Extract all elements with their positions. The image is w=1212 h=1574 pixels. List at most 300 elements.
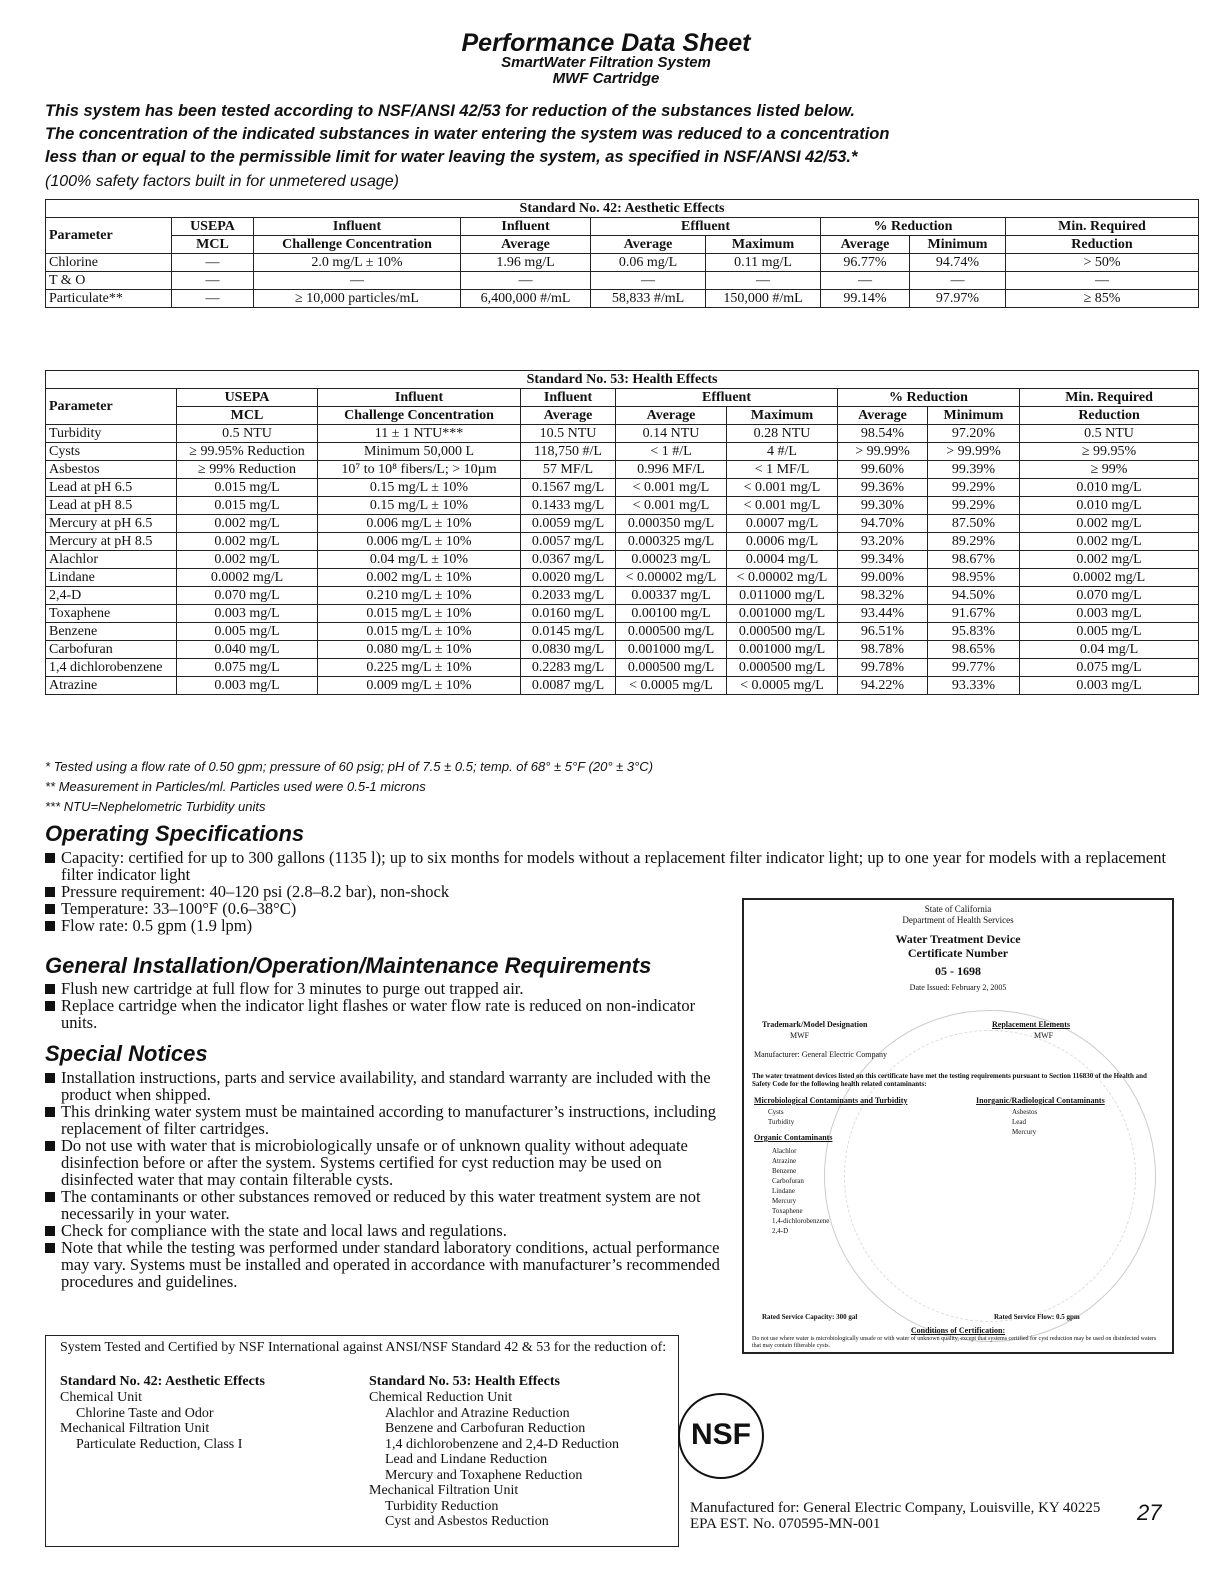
special-notice-item: The contaminants or other substances removed or reduced by this water treatment system are not necessarily in your water. <box>45 1188 735 1222</box>
value-cell: — <box>461 272 591 290</box>
special-notices-heading: Special Notices <box>45 1041 208 1066</box>
value-cell: 91.67% <box>928 605 1020 623</box>
nsf-box-42-list <box>60 1390 350 1452</box>
value-cell: 0.002 mg/L <box>1020 551 1199 569</box>
parameter-cell: Alachlor <box>46 551 177 569</box>
value-cell: 0.15 mg/L ± 10% <box>318 497 521 515</box>
value-cell: 0.996 MF/L <box>616 461 727 479</box>
cert-contaminant: Carbofuran <box>772 1177 804 1185</box>
value-cell: 0.001000 mg/L <box>727 641 838 659</box>
value-cell: 0.001000 mg/L <box>616 641 727 659</box>
nsf-box-53-list <box>369 1390 669 1530</box>
manufacturer-line: Manufactured for: General Electric Company, Louisville, KY 40225 <box>690 1500 1101 1516</box>
cert-micro-list <box>768 1107 794 1127</box>
value-cell: < 0.00002 mg/L <box>616 569 727 587</box>
page-subtitle-system: SmartWater Filtration System <box>501 54 711 71</box>
value-cell: 0.0004 mg/L <box>727 551 838 569</box>
value-cell: ≥ 85% <box>1006 290 1199 308</box>
value-cell: 96.51% <box>838 623 928 641</box>
cert-contaminant: Asbestos <box>1012 1108 1038 1116</box>
table-row <box>46 551 1199 569</box>
value-cell: 0.225 mg/L ± 10% <box>318 659 521 677</box>
value-cell: 0.15 mg/L ± 10% <box>318 479 521 497</box>
value-cell: 0.0020 mg/L <box>521 569 616 587</box>
nsf-box-line: 1,4 dichlorobenzene and 2,4-D Reduction <box>385 1436 620 1452</box>
parameter-cell: Atrazine <box>46 677 177 695</box>
cert-statement: The water treatment devices listed on this certificate have met the testing requirements pursuant to Section 116830 of the Health and Safety Code for the following health related contaminants: <box>752 1072 1147 1088</box>
nsf-box-line: Mercury and Toxaphene Reduction <box>385 1467 583 1483</box>
value-cell: 0.075 mg/L <box>1020 659 1199 677</box>
col-header-challenge: Challenge Concentration <box>318 407 521 425</box>
general-requirement-item: Replace cartridge when the indicator light flashes or water flow rate is reduced on non-indicator units. <box>45 997 705 1031</box>
cert-title-number: Certificate Number <box>907 946 1009 960</box>
parameter-cell: 1,4 dichlorobenzene <box>46 659 177 677</box>
value-cell: ≥ 99.95% <box>1020 443 1199 461</box>
table-row <box>46 425 1199 443</box>
value-cell: 0.00023 mg/L <box>616 551 727 569</box>
value-cell: ≥ 99% Reduction <box>177 461 318 479</box>
col-header-eff-maximum: Maximum <box>727 407 838 425</box>
col-header-eff-maximum: Maximum <box>706 236 821 254</box>
value-cell: 0.2283 mg/L <box>521 659 616 677</box>
parameter-cell: Mercury at pH 6.5 <box>46 515 177 533</box>
table-row <box>46 569 1199 587</box>
special-notice-item: Note that while the testing was performed under standard laboratory conditions, actual performance may vary. Systems must be installed and operated in accordance with manufacturer’s recommended procedures and guidelines. <box>45 1239 735 1290</box>
value-cell: 0.0057 mg/L <box>521 533 616 551</box>
table-caption: Standard No. 53: Health Effects <box>46 371 1199 389</box>
table-row <box>46 641 1199 659</box>
value-cell: 58,833 #/mL <box>591 290 706 308</box>
nsf-box-53-heading: Standard No. 53: Health Effects <box>369 1374 560 1389</box>
value-cell: > 99.99% <box>838 443 928 461</box>
intro-line-3: less than or equal to the permissible limit for water leaving the system, as specified in NSF/ANSI 42/53.* <box>45 148 858 166</box>
value-cell: 0.015 mg/L <box>177 497 318 515</box>
value-cell: 0.002 mg/L <box>177 515 318 533</box>
value-cell: 0.0830 mg/L <box>521 641 616 659</box>
table-row <box>46 272 1199 290</box>
special-notice-item: Installation instructions, parts and service availability, and standard warranty are included with the product when shipped. <box>45 1069 735 1103</box>
value-cell: 0.003 mg/L <box>177 677 318 695</box>
cert-conditions: Do not use where water is microbiologically unsafe or with water of unknown quality, except that systems certified for cyst reduction may be used on disinfected waters that may contain filterable cysts. <box>752 1336 1157 1349</box>
table-row <box>46 479 1199 497</box>
col-header-red-minimum: Minimum <box>910 236 1006 254</box>
table-row <box>46 461 1199 479</box>
intro-line-1: This system has been tested according to NSF/ANSI 42/53 for reduction of the substances listed below. <box>45 102 855 120</box>
cert-organic-heading: Organic Contaminants <box>754 1133 833 1142</box>
value-cell: 0.003 mg/L <box>1020 605 1199 623</box>
table-row <box>46 515 1199 533</box>
value-cell: — <box>172 272 254 290</box>
value-cell: 97.97% <box>910 290 1006 308</box>
value-cell: 0.0002 mg/L <box>177 569 318 587</box>
parameter-cell: Turbidity <box>46 425 177 443</box>
value-cell: 0.5 NTU <box>1020 425 1199 443</box>
value-cell: > 99.99% <box>928 443 1020 461</box>
nsf-box-line: Lead and Lindane Reduction <box>385 1452 548 1467</box>
cert-contaminant: Mercury <box>772 1197 797 1205</box>
value-cell: < 0.0005 mg/L <box>616 677 727 695</box>
intro-line-2: The concentration of the indicated substances in water entering the system was reduced to a concentration <box>45 125 890 143</box>
value-cell: 93.33% <box>928 677 1020 695</box>
col-header-parameter: Parameter <box>46 389 177 425</box>
value-cell: 0.1567 mg/L <box>521 479 616 497</box>
operating-spec-item: Flow rate: 0.5 gpm (1.9 lpm) <box>45 917 1195 934</box>
value-cell: — <box>254 272 461 290</box>
value-cell: 0.070 mg/L <box>1020 587 1199 605</box>
cert-replacement-label: Replacement Elements <box>992 1020 1070 1029</box>
value-cell: 98.54% <box>838 425 928 443</box>
cert-contaminant: Benzene <box>772 1167 797 1175</box>
value-cell: 0.000500 mg/L <box>616 623 727 641</box>
value-cell: 99.29% <box>928 497 1020 515</box>
cert-inorganic-heading: Inorganic/Radiological Contaminants <box>976 1096 1105 1105</box>
value-cell: 0.210 mg/L ± 10% <box>318 587 521 605</box>
nsf-box-line: Alachlor and Atrazine Reduction <box>385 1405 570 1421</box>
value-cell: 98.95% <box>928 569 1020 587</box>
parameter-cell: T & O <box>46 272 172 290</box>
value-cell: ≥ 10,000 particles/mL <box>254 290 461 308</box>
cert-contaminant: Alachlor <box>772 1147 797 1155</box>
footnote-particles: ** Measurement in Particles/ml. Particles used were 0.5-1 microns <box>45 779 426 794</box>
table-row <box>46 587 1199 605</box>
value-cell: 98.78% <box>838 641 928 659</box>
value-cell: 0.00100 mg/L <box>616 605 727 623</box>
value-cell: 0.000500 mg/L <box>616 659 727 677</box>
table-caption: Standard No. 42: Aesthetic Effects <box>46 200 1199 218</box>
value-cell: 0.006 mg/L ± 10% <box>318 515 521 533</box>
cert-manufacturer: Manufacturer: General Electric Company <box>754 1050 888 1059</box>
nsf-box-line: Turbidity Reduction <box>385 1498 499 1514</box>
footnote-ntu: *** NTU=Nephelometric Turbidity units <box>45 799 266 814</box>
col-header-red-average: Average <box>838 407 928 425</box>
parameter-cell: Lindane <box>46 569 177 587</box>
value-cell: 99.36% <box>838 479 928 497</box>
value-cell: 0.010 mg/L <box>1020 497 1199 515</box>
value-cell: 0.0145 mg/L <box>521 623 616 641</box>
col-header-average: Average <box>521 407 616 425</box>
parameter-cell: Chlorine <box>46 254 172 272</box>
col-header-reduction: % Reduction <box>821 218 1006 236</box>
value-cell: 0.000500 mg/L <box>727 623 838 641</box>
value-cell: 0.003 mg/L <box>1020 677 1199 695</box>
value-cell: 94.74% <box>910 254 1006 272</box>
value-cell: 89.29% <box>928 533 1020 551</box>
footnote-test-conditions: * Tested using a flow rate of 0.50 gpm; pressure of 60 psig; pH of 7.5 ± 0.5; temp. of 68° ± 5°F (20° ± 3°C) <box>45 759 654 774</box>
value-cell: — <box>172 254 254 272</box>
value-cell: 0.11 mg/L <box>706 254 821 272</box>
nsf-box-line: Cyst and Asbestos Reduction <box>385 1514 549 1529</box>
value-cell: 0.0367 mg/L <box>521 551 616 569</box>
value-cell: 0.010 mg/L <box>1020 479 1199 497</box>
value-cell: 0.009 mg/L ± 10% <box>318 677 521 695</box>
value-cell: 99.14% <box>821 290 910 308</box>
value-cell: < 0.00002 mg/L <box>727 569 838 587</box>
cert-organic-list <box>772 1146 829 1236</box>
standard-42-table <box>45 199 1199 308</box>
nsf-box-intro: System Tested and Certified by NSF International against ANSI/NSF Standard 42 & 53 for the reduction of: <box>60 1340 667 1355</box>
cert-date: Date Issued: February 2, 2005 <box>909 983 1007 992</box>
value-cell: > 50% <box>1006 254 1199 272</box>
cert-contaminant: Mercury <box>1012 1128 1037 1136</box>
value-cell: 94.50% <box>928 587 1020 605</box>
value-cell: 95.83% <box>928 623 1020 641</box>
value-cell: 0.0087 mg/L <box>521 677 616 695</box>
cert-contaminant: 1,4-dichlorobenzene <box>772 1217 830 1225</box>
value-cell: 4 #/L <box>727 443 838 461</box>
cert-contaminant: Atrazine <box>772 1157 797 1165</box>
value-cell: 0.000500 mg/L <box>727 659 838 677</box>
manufacturer-info <box>690 1500 1100 1532</box>
value-cell: 0.002 mg/L <box>1020 533 1199 551</box>
nsf-box-line: Benzene and Carbofuran Reduction <box>385 1421 586 1436</box>
nsf-certification-box <box>45 1335 679 1547</box>
intro-line-4: (100% safety factors built in for unmetered usage) <box>45 173 399 190</box>
col-header-influent: Influent <box>254 218 461 236</box>
value-cell: 0.040 mg/L <box>177 641 318 659</box>
cert-number: 05 - 1698 <box>935 964 981 978</box>
value-cell: 11 ± 1 NTU*** <box>318 425 521 443</box>
value-cell: 0.080 mg/L ± 10% <box>318 641 521 659</box>
parameter-cell: 2,4-D <box>46 587 177 605</box>
general-requirements-list <box>45 980 705 1031</box>
value-cell: 0.006 mg/L ± 10% <box>318 533 521 551</box>
col-header-effluent: Effluent <box>591 218 821 236</box>
value-cell: 93.44% <box>838 605 928 623</box>
parameter-cell: Mercury at pH 8.5 <box>46 533 177 551</box>
cert-conditions-heading: Conditions of Certification: <box>910 1326 1006 1335</box>
special-notice-item: This drinking water system must be maintained according to manufacturer’s instructions, including replacement of filter cartridges. <box>45 1103 735 1137</box>
col-header-mcl: MCL <box>177 407 318 425</box>
parameter-cell: Cysts <box>46 443 177 461</box>
operating-spec-item: Capacity: certified for up to 300 gallons (1135 l); up to six months for models without a replacement filter indicator light; up to one year for models with a replacement filter indicator light <box>45 849 1195 883</box>
value-cell: 99.78% <box>838 659 928 677</box>
table-row <box>46 677 1199 695</box>
value-cell: — <box>821 272 910 290</box>
value-cell: 0.0160 mg/L <box>521 605 616 623</box>
cert-title: Water Treatment Device <box>895 932 1021 946</box>
value-cell: — <box>910 272 1006 290</box>
value-cell: < 0.0005 mg/L <box>727 677 838 695</box>
value-cell: 99.77% <box>928 659 1020 677</box>
nsf-box-line: Chemical Unit <box>60 1390 143 1405</box>
value-cell: — <box>591 272 706 290</box>
cert-contaminant: Lindane <box>772 1187 795 1195</box>
cert-dept: Department of Health Services <box>902 915 1014 925</box>
page-subtitle-cartridge: MWF Cartridge <box>552 70 660 87</box>
page-title: Performance Data Sheet <box>461 29 751 57</box>
value-cell: 93.20% <box>838 533 928 551</box>
col-header-parameter: Parameter <box>46 218 172 254</box>
value-cell: < 1 MF/L <box>727 461 838 479</box>
parameter-cell: Particulate** <box>46 290 172 308</box>
value-cell: 99.39% <box>928 461 1020 479</box>
value-cell: < 0.001 mg/L <box>727 479 838 497</box>
value-cell: 99.00% <box>838 569 928 587</box>
cert-contaminant: Turbidity <box>768 1118 795 1126</box>
value-cell: 2.0 mg/L ± 10% <box>254 254 461 272</box>
cert-contaminant: Cysts <box>768 1108 784 1116</box>
table-row <box>46 290 1199 308</box>
value-cell: 57 MF/L <box>521 461 616 479</box>
nsf-box-line: Mechanical Filtration Unit <box>369 1483 519 1498</box>
value-cell: 96.77% <box>821 254 910 272</box>
value-cell: ≥ 99% <box>1020 461 1199 479</box>
nsf-logo: NSF <box>678 1393 764 1479</box>
nsf-box-42-heading: Standard No. 42: Aesthetic Effects <box>60 1374 265 1389</box>
value-cell: 98.65% <box>928 641 1020 659</box>
value-cell: ≥ 99.95% Reduction <box>177 443 318 461</box>
col-header-reduction: % Reduction <box>838 389 1020 407</box>
value-cell: 0.0006 mg/L <box>727 533 838 551</box>
general-requirement-item: Flush new cartridge at full flow for 3 minutes to purge out trapped air. <box>45 980 705 997</box>
value-cell: — <box>1006 272 1199 290</box>
col-header-influent-average: Influent <box>461 218 591 236</box>
col-header-reduction-req: Reduction <box>1006 236 1199 254</box>
value-cell: 0.015 mg/L ± 10% <box>318 623 521 641</box>
value-cell: 0.015 mg/L ± 10% <box>318 605 521 623</box>
col-header-average: Average <box>461 236 591 254</box>
value-cell: 0.04 mg/L <box>1020 641 1199 659</box>
value-cell: 0.002 mg/L <box>1020 515 1199 533</box>
value-cell: 0.001000 mg/L <box>727 605 838 623</box>
value-cell: Minimum 50,000 L <box>318 443 521 461</box>
value-cell: < 0.001 mg/L <box>616 479 727 497</box>
value-cell: 10⁷ to 10⁸ fibers/L; > 10µm <box>318 461 521 479</box>
cert-contaminant: Toxaphene <box>772 1207 803 1215</box>
value-cell: 0.002 mg/L <box>177 533 318 551</box>
table-row <box>46 605 1199 623</box>
cert-contaminant: 2,4-D <box>772 1227 789 1235</box>
value-cell: 0.2033 mg/L <box>521 587 616 605</box>
table-row <box>46 623 1199 641</box>
nsf-box-line: Mechanical Filtration Unit <box>60 1421 210 1436</box>
value-cell: 0.28 NTU <box>727 425 838 443</box>
col-header-influent: Influent <box>318 389 521 407</box>
parameter-cell: Carbofuran <box>46 641 177 659</box>
special-notice-item: Check for compliance with the state and local laws and regulations. <box>45 1222 735 1239</box>
special-notice-item: Do not use with water that is microbiologically unsafe or of unknown quality without adequate disinfection before or after the system. Systems certified for cyst reduction may be used on disinfected water that may contain filterable cysts. <box>45 1137 735 1188</box>
value-cell: 0.075 mg/L <box>177 659 318 677</box>
value-cell: 0.000325 mg/L <box>616 533 727 551</box>
col-header-challenge: Challenge Concentration <box>254 236 461 254</box>
cert-state: State of California <box>924 904 992 914</box>
value-cell: 99.29% <box>928 479 1020 497</box>
cert-inorganic-list <box>1012 1107 1037 1137</box>
value-cell: 99.34% <box>838 551 928 569</box>
parameter-cell: Lead at pH 8.5 <box>46 497 177 515</box>
standard-53-table <box>45 370 1199 695</box>
value-cell: 10.5 NTU <box>521 425 616 443</box>
parameter-cell: Lead at pH 6.5 <box>46 479 177 497</box>
parameter-cell: Toxaphene <box>46 605 177 623</box>
page-number: 27 <box>1137 1500 1162 1525</box>
value-cell: 0.003 mg/L <box>177 605 318 623</box>
value-cell: < 0.001 mg/L <box>616 497 727 515</box>
value-cell: 0.005 mg/L <box>177 623 318 641</box>
col-header-usepa: USEPA <box>172 218 254 236</box>
col-header-min-required: Min. Required <box>1020 389 1199 407</box>
table-row <box>46 659 1199 677</box>
value-cell: 6,400,000 #/mL <box>461 290 591 308</box>
parameter-cell: Benzene <box>46 623 177 641</box>
value-cell: — <box>172 290 254 308</box>
col-header-eff-average: Average <box>591 236 706 254</box>
cert-capacity: Rated Service Capacity: 300 gal <box>762 1313 858 1321</box>
california-certificate <box>742 898 1174 1354</box>
value-cell: 94.70% <box>838 515 928 533</box>
col-header-red-average: Average <box>821 236 910 254</box>
col-header-usepa: USEPA <box>177 389 318 407</box>
cert-trademark-value: MWF <box>790 1031 810 1040</box>
table-row <box>46 497 1199 515</box>
value-cell: 0.14 NTU <box>616 425 727 443</box>
value-cell: 118,750 #/L <box>521 443 616 461</box>
nsf-box-line: Chemical Reduction Unit <box>369 1390 513 1405</box>
parameter-cell: Asbestos <box>46 461 177 479</box>
col-header-min-required: Min. Required <box>1006 218 1199 236</box>
value-cell: — <box>706 272 821 290</box>
value-cell: 0.00337 mg/L <box>616 587 727 605</box>
value-cell: 0.002 mg/L <box>177 551 318 569</box>
cert-contaminant: Lead <box>1012 1118 1026 1126</box>
value-cell: 0.002 mg/L ± 10% <box>318 569 521 587</box>
value-cell: 98.32% <box>838 587 928 605</box>
value-cell: 98.67% <box>928 551 1020 569</box>
col-header-eff-average: Average <box>616 407 727 425</box>
operating-spec-item: Temperature: 33–100°F (0.6–38°C) <box>45 900 1195 917</box>
nsf-box-line: Chlorine Taste and Odor <box>76 1405 214 1421</box>
col-header-effluent: Effluent <box>616 389 838 407</box>
value-cell: 0.5 NTU <box>177 425 318 443</box>
value-cell: < 0.001 mg/L <box>727 497 838 515</box>
operating-specifications-heading: Operating Specifications <box>45 821 305 846</box>
value-cell: 0.0059 mg/L <box>521 515 616 533</box>
epa-establishment: EPA EST. No. 070595-MN-001 <box>690 1516 881 1532</box>
value-cell: 1.96 mg/L <box>461 254 591 272</box>
value-cell: 0.005 mg/L <box>1020 623 1199 641</box>
value-cell: 97.20% <box>928 425 1020 443</box>
value-cell: 94.22% <box>838 677 928 695</box>
value-cell: 87.50% <box>928 515 1020 533</box>
value-cell: 0.1433 mg/L <box>521 497 616 515</box>
table-row <box>46 443 1199 461</box>
cert-micro-heading: Microbiological Contaminants and Turbidity <box>754 1096 908 1105</box>
value-cell: 0.04 mg/L ± 10% <box>318 551 521 569</box>
cert-trademark-label: Trademark/Model Designation <box>762 1020 868 1029</box>
general-requirements-heading: General Installation/Operation/Maintenance Requirements <box>45 953 652 978</box>
value-cell: 99.30% <box>838 497 928 515</box>
col-header-red-minimum: Minimum <box>928 407 1020 425</box>
value-cell: 0.011000 mg/L <box>727 587 838 605</box>
value-cell: 0.070 mg/L <box>177 587 318 605</box>
cert-flow: Rated Service Flow: 0.5 gpm <box>994 1313 1080 1321</box>
value-cell: 0.06 mg/L <box>591 254 706 272</box>
col-header-influent-average: Influent <box>521 389 616 407</box>
value-cell: 0.0002 mg/L <box>1020 569 1199 587</box>
value-cell: 0.000350 mg/L <box>616 515 727 533</box>
nsf-box-line: Particulate Reduction, Class I <box>76 1436 243 1452</box>
table-row <box>46 254 1199 272</box>
table-row <box>46 533 1199 551</box>
value-cell: < 1 #/L <box>616 443 727 461</box>
value-cell: 150,000 #/mL <box>706 290 821 308</box>
col-header-reduction-req: Reduction <box>1020 407 1199 425</box>
value-cell: 0.015 mg/L <box>177 479 318 497</box>
special-notices-list <box>45 1069 735 1290</box>
value-cell: 99.60% <box>838 461 928 479</box>
col-header-mcl: MCL <box>172 236 254 254</box>
value-cell: 0.0007 mg/L <box>727 515 838 533</box>
